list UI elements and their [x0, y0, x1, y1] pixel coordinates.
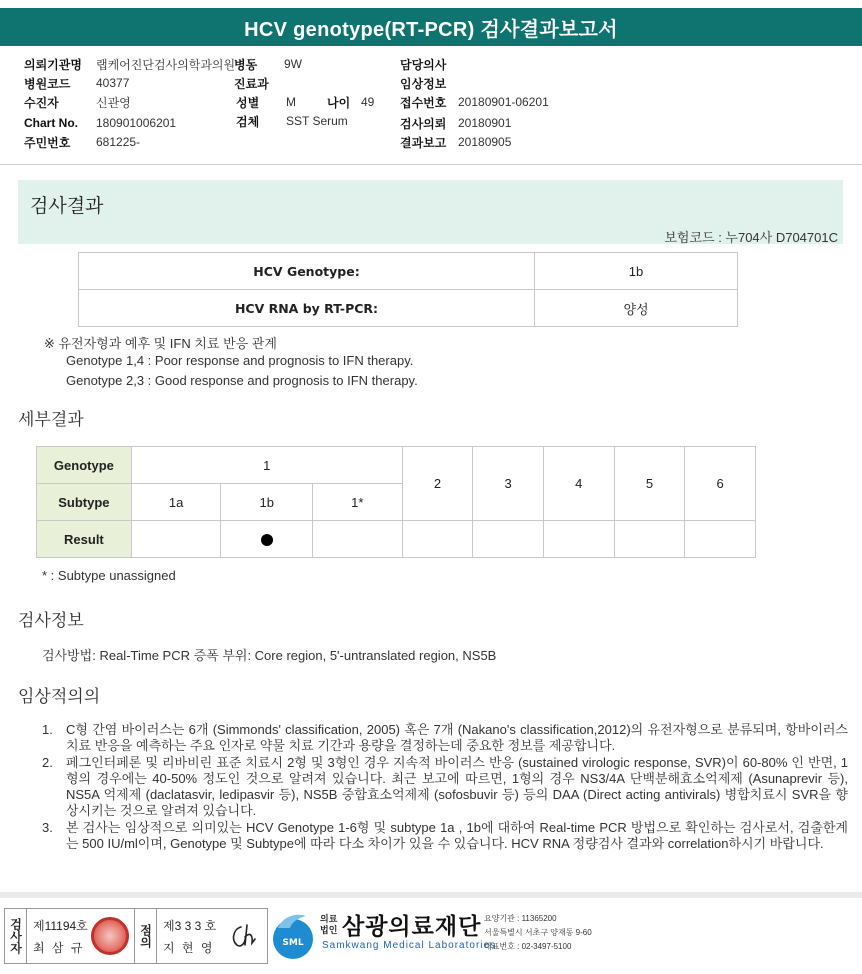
info-age: 나이 49 [327, 95, 375, 110]
seal-stamp-icon [91, 917, 129, 955]
svg-text:SML: SML [282, 938, 304, 948]
genotype-3-cell: 3 [473, 447, 544, 521]
info-accession-no: 접수번호 20180901-06201 [400, 95, 549, 110]
note-line-2: Genotype 2,3 : Good response and prognosis to IFN therapy. [66, 373, 418, 388]
subtype-1b-cell: 1b [221, 484, 313, 521]
report-title-bar [0, 8, 862, 46]
insurance-code: 보험코드 : 누704사 D704701C [664, 230, 838, 245]
list-item: 1. C형 간염 바이러스는 6개 (Simmonds' classification, 2005) 혹은 7개 (Nakano's classification,2012)의 유전자형으로 분류되며, 항바이러스 치료 반응을 예측하는 주요 인자로 약물 치료 기간과 용량을 결정하는데 중요한 정보를 제공합니다. [42, 722, 848, 753]
subtype-table [36, 446, 756, 558]
result-6-cell [685, 521, 756, 558]
signature-box [4, 908, 268, 964]
row-label-genotype: Genotype [37, 447, 132, 484]
info-ward: 병동 9W [234, 57, 302, 72]
note-title: ※ 유전자형과 예후 및 IFN 치료 반응 관계 [44, 336, 277, 351]
info-specimen: 검체 SST Serum [236, 114, 348, 129]
info-hospital-code: 병원코드 40377 [24, 76, 130, 91]
subtype-footnote: * : Subtype unassigned [42, 568, 176, 583]
info-chart-no: Chart No. 180901006201 [24, 116, 177, 130]
clinical-list [42, 722, 848, 853]
inspector-license-no: 제11194호 [33, 919, 88, 933]
genotype-1-cell: 1 [131, 447, 402, 484]
result-marker-dot-icon [261, 534, 273, 546]
result-1star-cell [313, 521, 403, 558]
footer-separator [0, 892, 862, 898]
hcv-genotype-label: HCV Genotype: [79, 253, 535, 290]
genotype-6-cell: 6 [685, 447, 756, 521]
reviewer-license-no: 제3 3 3 호 [163, 919, 217, 933]
row-label-result: Result [37, 521, 132, 558]
info-clinical-info: 임상정보 [400, 76, 447, 91]
info-resident-no: 주민번호 681225- [24, 135, 141, 150]
list-item: 3. 본 검사는 임상적으로 의미있는 HCV Genotype 1-6형 및 subtype 1a , 1b에 대하여 Real-time PCR 방법으로 확인하는 검사로서, 검출한계는 500 IU/ml이며, Genotype 및 Subtype에 따라 다소 차이가 있을 수 있습니다. HCV RNA 정량검사 결과와 correlation하시기 바랍니다. [42, 820, 848, 851]
inspector-cell [27, 909, 135, 963]
test-info-section-title: 검사정보 [18, 611, 84, 630]
result-section-title: 검사결과 [30, 196, 104, 217]
result-4-cell [543, 521, 614, 558]
org-english-name: Samkwang Medical Laboratories [322, 940, 497, 951]
info-patient-name: 수진자 신관영 [24, 95, 131, 110]
info-report-date: 결과보고 20180905 [400, 135, 512, 150]
result-2-cell [402, 521, 473, 558]
hcv-rna-label: HCV RNA by RT-PCR: [79, 290, 535, 327]
result-3-cell [473, 521, 544, 558]
result-1a-cell [131, 521, 221, 558]
detail-section-title: 세부결과 [18, 410, 84, 429]
info-divider [0, 164, 862, 165]
genotype-5-cell: 5 [614, 447, 685, 521]
info-physician: 담당의사 [400, 57, 447, 72]
result-5-cell [614, 521, 685, 558]
info-institution: 의뢰기관명 랩케어진단검사의학과의원 [24, 57, 236, 72]
org-info: 요양기관 : 11365200 서울특별시 서초구 양재동 9-60 대표번호 : 02-3497-5100 [484, 914, 592, 951]
hcv-rna-value: 양성 [535, 290, 738, 327]
note-line-1: Genotype 1,4 : Poor response and prognosis to IFN therapy. [66, 353, 414, 368]
genotype-2-cell: 2 [402, 447, 473, 521]
test-method: 검사방법: Real-Time PCR 증폭 부위: Core region, 5'-untranslated region, NS5B [42, 648, 497, 663]
result-1b-cell [221, 521, 313, 558]
subtype-1a-cell: 1a [131, 484, 221, 521]
report-title: HCV genotype(RT-PCR) 검사결과보고서 [244, 18, 618, 41]
table-row [37, 521, 756, 558]
genotype-4-cell: 4 [543, 447, 614, 521]
org-corp-label: 의료 법인 [320, 914, 338, 935]
reviewer-name: 지 현 영 [163, 941, 215, 955]
table-row [79, 253, 738, 290]
org-name: 삼광의료재단 [342, 913, 482, 939]
org-logo [272, 908, 592, 964]
hcv-result-table [78, 252, 738, 327]
table-row [37, 447, 756, 484]
info-sex: 성별 M [236, 95, 296, 110]
hcv-genotype-value: 1b [535, 253, 738, 290]
sml-logo-icon [272, 910, 314, 960]
info-request-date: 검사의뢰 20180901 [400, 116, 512, 131]
row-label-subtype: Subtype [37, 484, 132, 521]
inspector-name: 최 삼 규 [33, 941, 85, 955]
inspector-label: 검사자 [5, 909, 27, 963]
info-department: 진료과 [234, 76, 269, 91]
subtype-1star-cell: 1* [313, 484, 403, 521]
reviewer-cell [157, 909, 265, 963]
clinical-section-title: 임상적의의 [18, 687, 101, 706]
reviewer-label: 점의 [135, 909, 157, 963]
list-item: 2. 페그인터페론 및 리바비린 표준 치료시 2형 및 3형인 경우 지속적 바이러스 반응 (sustained virologic response, SVR)이 60-80% 인 반면, 1형의 경우에는 40-50% 정도인 것으로 알려져 있습니다. 최근 보고에 따르면, 1형의 경우 NS3/4A 단백분해효소억제제 (Asunaprevir 등), NS5A 억제제 (daclatasvir, ledipasvir 등), NS5B 중합효소억제제 (sofosbuvir 등) 등의 DAA (Direct acting antivirals) 병합치료시 SVR을 향상시키는 것으로 알려져 있습니다. [42, 755, 848, 818]
table-row [79, 290, 738, 327]
signature-icon [227, 919, 261, 953]
